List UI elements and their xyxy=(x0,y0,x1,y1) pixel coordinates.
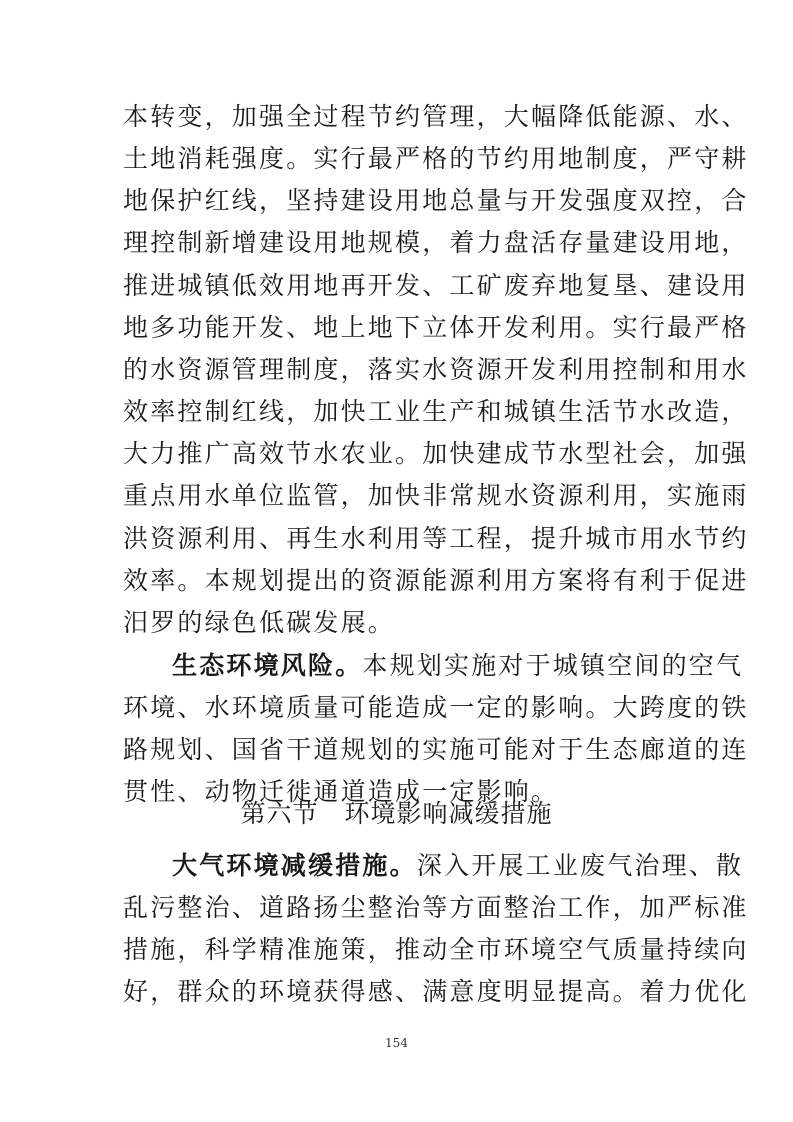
paragraph-line: 效率控制红线，加快工业生产和城镇生活节水改造， xyxy=(123,397,749,426)
mitigation-paragraph-text: 深入开展工业废气治理、散 xyxy=(416,851,744,880)
paragraph-line: 乱污整治、道路扬尘整治等方面整治工作，加严标准 xyxy=(123,893,749,922)
paragraph-line: 土地消耗强度。实行最严格的节约用地制度，严守耕 xyxy=(123,144,749,173)
mitigation-paragraph-lead: 大气环境减缓措施。 xyxy=(172,851,417,880)
paragraph-line: 地保护红线，坚持建设用地总量与开发强度双控，合 xyxy=(123,186,749,215)
paragraph-line: 大力推广高效节水农业。加快建成节水型社会，加强 xyxy=(123,439,749,468)
paragraph-line: 洪资源利用、再生水利用等工程，提升城市用水节约 xyxy=(123,524,749,553)
paragraph-line: 理控制新增建设用地规模，着力盘活存量建设用地， xyxy=(123,228,749,257)
paragraph-line: 贯性、动物迁徙通道造成一定影响。 xyxy=(123,777,559,806)
risk-paragraph-first-line xyxy=(172,648,744,684)
mitigation-paragraph-first-line xyxy=(172,848,744,884)
paragraph-line: 措施，科学精准施策，推动全市环境空气质量持续向 xyxy=(123,935,749,964)
paragraph-line: 地多功能开发、地上地下立体开发利用。实行最严格 xyxy=(123,313,749,342)
paragraph-line: 本转变，加强全过程节约管理，大幅降低能源、水、 xyxy=(123,102,749,131)
paragraph-line: 路规划、国省干道规划的实施可能对于生态廊道的连 xyxy=(123,735,749,764)
paragraph-line: 好，群众的环境获得感、满意度明显提高。着力优化 xyxy=(123,977,749,1006)
paragraph-line: 重点用水单位监管，加快非常规水资源利用，实施雨 xyxy=(123,481,749,510)
section-heading: 第六节 环境影响减缓措施 xyxy=(240,799,553,828)
paragraph-line: 效率。本规划提出的资源能源利用方案将有利于促进 xyxy=(123,566,749,595)
risk-paragraph-text: 本规划实施对于城镇空间的空气 xyxy=(362,651,744,680)
risk-paragraph-lead: 生态环境风险。 xyxy=(172,651,363,680)
paragraph-line: 汨罗的绿色低碳发展。 xyxy=(123,608,396,637)
paragraph-line: 推进城镇低效用地再开发、工矿废弃地复垦、建设用 xyxy=(123,271,749,300)
paragraph-line: 环境、水环境质量可能造成一定的影响。大跨度的铁 xyxy=(123,693,749,722)
page-number: 154 xyxy=(385,1036,408,1050)
paragraph-line: 的水资源管理制度，落实水资源开发利用控制和用水 xyxy=(123,355,749,384)
